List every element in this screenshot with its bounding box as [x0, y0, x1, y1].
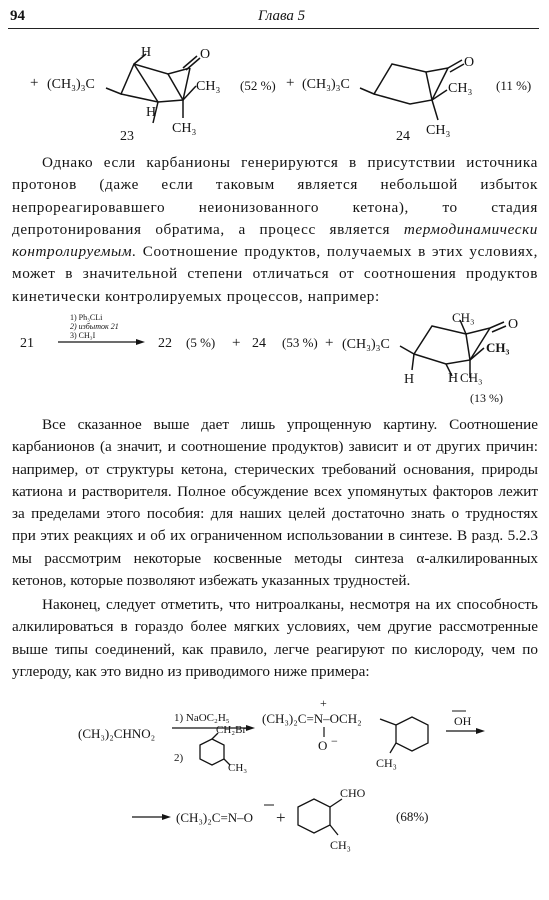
plus-sign: +: [276, 808, 286, 827]
tbutyl-group: (CH₃)₃C: [342, 337, 390, 352]
yield-24: (53 %): [282, 335, 318, 350]
plus-charge: +: [320, 696, 327, 710]
aldehyde-group: CHO: [340, 786, 366, 800]
hydroxide-reagent: OH: [454, 714, 472, 728]
starting-compound-21: 21: [20, 336, 34, 351]
scheme-3-nitroalkane-alkylation: [0, 695, 549, 865]
plus-sign: +: [232, 335, 241, 351]
compound-label-23: 23: [120, 129, 134, 144]
arrow-head-icon: [136, 339, 145, 345]
yield-13: (13 %): [470, 391, 503, 405]
paragraph-2-text: Все сказанное выше дает лишь упрощенную картину. Соотношение карбанионов (а значит, и соотношение продуктов) зависит и от других причин: например, от структуры кетона, стерических требований основания, природы катиона и растворителя. Полное обсуждение всех упомянутых факторов лежит за пределами этого пособия: для наших целей достаточно знать о трудностях при этих реакциях и об их ограниченном использовании в синтезе. В разд. 5.2.3 мы рассмотрим некоторые косвенные методы синтеза α-алкилированных кетонов, которые позволяют избежать указанных трудностей.: [12, 416, 538, 590]
condition-3: 3) CH₃I: [70, 331, 96, 340]
page-number: 94: [10, 8, 25, 24]
atom-H-top: H: [141, 45, 152, 60]
yield-68: (68%): [396, 809, 429, 824]
methyl-group: CH₃: [376, 756, 397, 770]
oxygen-anion: O: [318, 738, 328, 753]
plus-sign: +: [286, 75, 295, 91]
yield-23: (52 %): [240, 78, 276, 93]
running-header: [0, 4, 549, 26]
methyl-bottom: CH₃: [172, 121, 197, 136]
condition-2: 2) избыток 21: [70, 322, 119, 331]
header-rule: [8, 28, 539, 29]
plus-sign: +: [325, 335, 334, 351]
atom-H-bottom: H: [146, 105, 157, 120]
oxime-product: (CH₃)₂C=N–O: [176, 810, 254, 825]
paragraph-simplified-picture: [12, 414, 538, 592]
methyl-bottom: CH₃: [460, 370, 483, 385]
atom-H-bottom: H: [448, 371, 459, 386]
scheme-2-reaction: [0, 298, 549, 413]
compound-label-24: 24: [396, 129, 410, 144]
paragraph-thermodynamic-control: [12, 152, 538, 308]
atom-H-left: H: [404, 372, 415, 387]
methyl-right: CH₃: [486, 340, 510, 355]
running-head-title: Глава 5: [258, 8, 306, 24]
tbutyl-group: (CH₃)₃C: [47, 77, 95, 92]
reactant-nitropropane: (CH₃)₂CHNO₂: [78, 726, 156, 741]
methyl-right: CH₃: [448, 81, 473, 96]
product-22: 22: [158, 336, 172, 351]
tbutyl-group: (CH₃)₃C: [302, 77, 350, 92]
paragraph-3-text: Наконец, следует отметить, что нитроалканы, несмотря на их способность алкилироваться в гораздо более мягких условиях, чем другие рассмотренные выше типы соединений, как правило, легче реагируют по кислороду, чем по углероду, как это видно из приводимого ниже примера:: [12, 596, 538, 680]
arrow-head-icon: [246, 725, 255, 731]
scheme-1-structures: [0, 30, 549, 150]
arrow-head-icon: [162, 814, 171, 820]
methyl-group: CH₃: [330, 838, 351, 852]
condition-2-number: 2): [174, 752, 184, 764]
intermediate-benzene-ring: [380, 717, 428, 753]
plus-sign: +: [30, 75, 39, 91]
atom-O: O: [200, 47, 211, 62]
yield-24: (11 %): [496, 78, 532, 93]
tolualdehyde-ring: [298, 799, 342, 835]
methyl-top: CH₃: [452, 310, 475, 325]
condition-1: 1) Ph₃CLi: [70, 313, 103, 322]
bromomethyl-group: CH₂Br: [216, 724, 247, 736]
arrow-head-icon: [476, 728, 485, 734]
emphasis-term: термодинамически контролируемым.: [12, 220, 538, 261]
minus-charge: −: [331, 734, 338, 748]
paragraph-1-text-end: Соотношение продуктов, получаемых в этих условиях, может в значительной степени отличаться от соотношения продуктов кинетически контролируемых процессов, например:: [12, 243, 538, 305]
product-24: 24: [252, 336, 266, 351]
paragraph-1-text: Однако если карбанионы генерируются в присутствии источника протонов (даже если таковым является небольшой избыток непрореагировавшего неионизованного кетона), то стадия депротонирования обратима, а процесс является: [12, 154, 538, 238]
methyl-group: CH₃: [228, 762, 248, 774]
paragraph-nitroalkanes: [12, 594, 538, 683]
atom-O: O: [464, 55, 475, 70]
nitronate-ester: (CH₃)₂C=N–OCH₂: [262, 711, 362, 726]
condition-1: 1) NaOC₂H₅: [174, 712, 230, 724]
methyl-bottom: CH₃: [426, 123, 451, 138]
yield-22: (5 %): [186, 335, 216, 350]
methyl-right: CH₃: [196, 79, 221, 94]
atom-O: O: [508, 317, 519, 332]
benzyl-bromide-ring: [200, 733, 230, 765]
